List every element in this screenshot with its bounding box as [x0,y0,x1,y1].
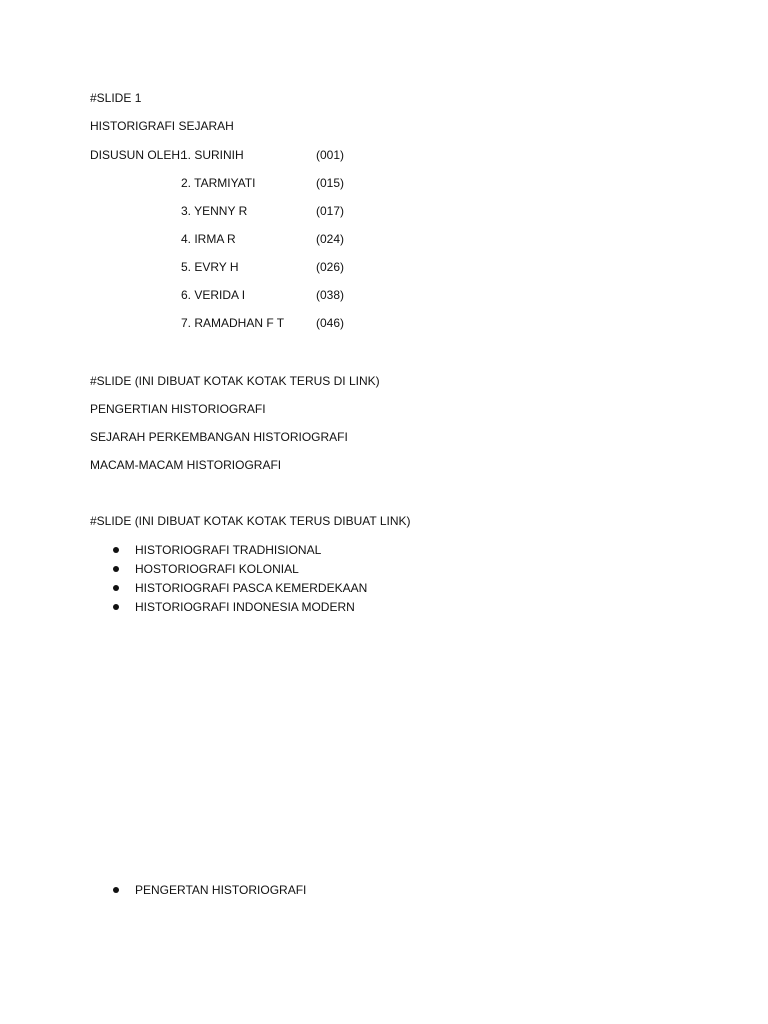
bullet-icon [113,566,119,572]
list-item-label: HISTORIOGRAFI INDONESIA MODERN [135,600,355,614]
slide1-marker: #SLIDE 1 [90,91,142,105]
slide1-title: HISTORIGRAFI SEJARAH [90,119,234,133]
member-name: 1. SURINIH [181,148,244,162]
member-id: (026) [316,260,345,274]
member-id: (001) [316,148,345,162]
slide2-item: MACAM-MACAM HISTORIOGRAFI [90,458,282,472]
member-id: (024) [316,232,345,246]
member-id: (015) [316,176,345,190]
slide2-item: SEJARAH PERKEMBANGAN HISTORIOGRAFI [90,430,348,444]
member-id: (017) [316,204,345,218]
list-item-label: PENGERTAN HISTORIOGRAFI [135,883,307,897]
member-name: 2. TARMIYATI [181,176,256,190]
member-name: 4. IRMA R [181,232,236,246]
member-name: 3. YENNY R [181,204,248,218]
bullet-icon [113,604,119,610]
prepared-by-label: DISUSUN OLEH: [90,148,184,162]
bullet-icon [113,585,119,591]
member-name: 7. RAMADHAN F T [181,316,285,330]
list-item-label: HISTORIOGRAFI TRADHISIONAL [135,543,322,557]
bullet-icon [113,547,119,553]
member-id: (046) [316,316,345,330]
slide2-item: PENGERTIAN HISTORIOGRAFI [90,402,266,416]
list-item-label: HISTORIOGRAFI PASCA KEMERDEKAAN [135,581,368,595]
bullet-icon [113,887,119,893]
member-name: 6. VERIDA I [181,288,246,302]
list-item-label: HOSTORIOGRAFI KOLONIAL [135,562,299,576]
member-id: (038) [316,288,345,302]
slide3-marker: #SLIDE (INI DIBUAT KOTAK KOTAK TERUS DIBUAT LINK) [90,514,411,528]
member-name: 5. EVRY H [181,260,239,274]
slide2-marker: #SLIDE (INI DIBUAT KOTAK KOTAK TERUS DI LINK) [90,374,380,388]
